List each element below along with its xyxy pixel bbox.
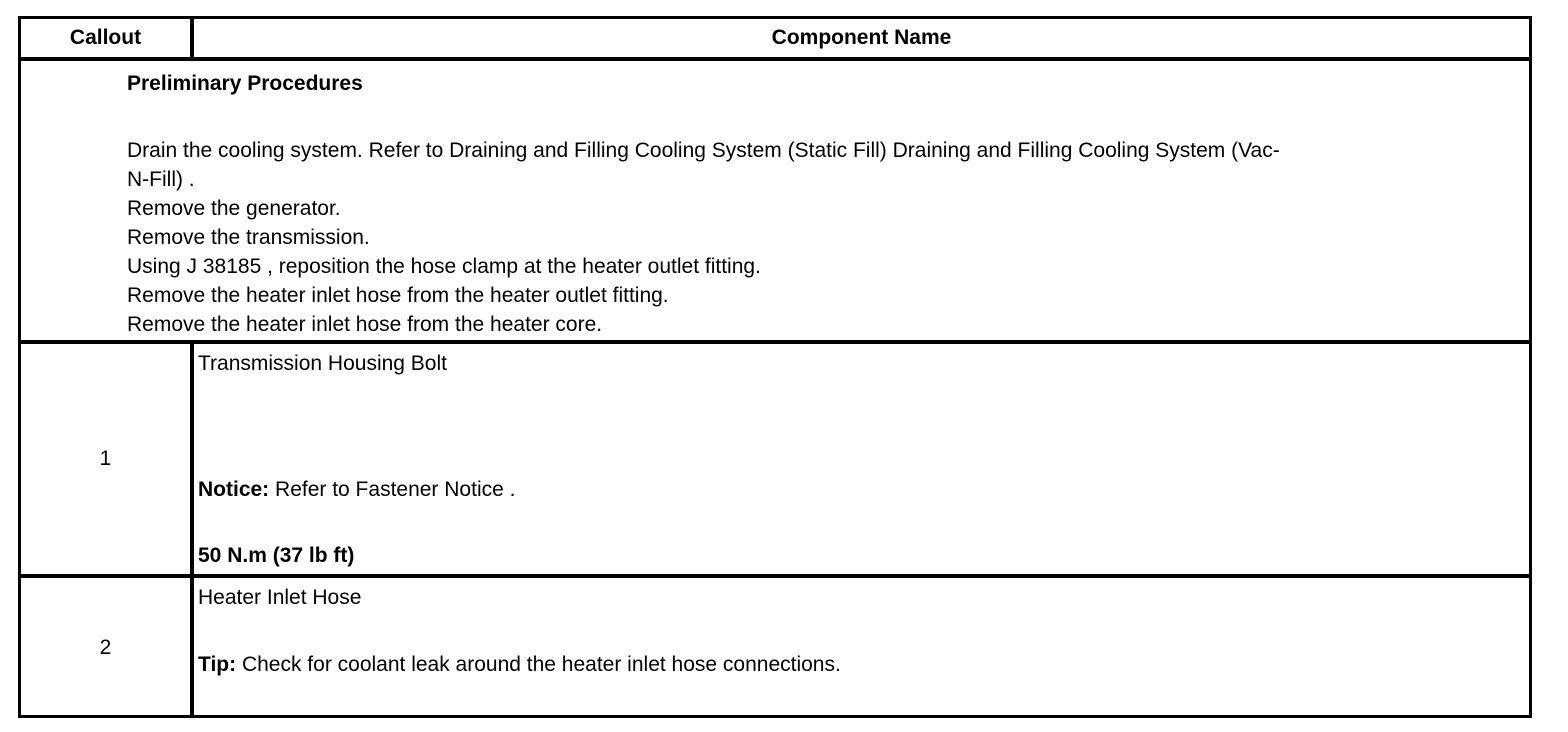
table-row bbox=[21, 344, 1529, 578]
torque-spec: 50 N.m (37 lb ft) bbox=[198, 544, 355, 567]
tip-body: Check for coolant leak around the heater inlet hose connections. bbox=[236, 653, 841, 676]
callout-column-header: Callout bbox=[21, 19, 194, 57]
notice-label: Notice: bbox=[198, 478, 270, 501]
table-row bbox=[21, 578, 1529, 718]
preliminary-procedures-row bbox=[21, 61, 1529, 344]
notice-body: Refer to Fastener Notice . bbox=[269, 478, 516, 501]
preliminary-procedures-body bbox=[127, 69, 1509, 339]
procedure-table bbox=[18, 16, 1532, 718]
preliminary-procedures-title: Preliminary Procedures bbox=[127, 72, 363, 95]
tip-text bbox=[198, 650, 841, 679]
preliminary-step: Remove the heater inlet hose from the heater core. bbox=[127, 313, 603, 336]
preliminary-step: Drain the cooling system. Refer to Draining and Filling Cooling System (Static Fill) Draining and Filling Cooling System (Vac- bbox=[127, 139, 1280, 162]
component-name-column-header: Component Name bbox=[771, 26, 952, 49]
callout-number: 2 bbox=[21, 578, 194, 718]
notice-text bbox=[198, 475, 515, 504]
callout-number: 1 bbox=[21, 344, 194, 574]
preliminary-step: Remove the generator. bbox=[127, 197, 341, 220]
preliminary-step: N-Fill) . bbox=[127, 168, 195, 191]
component-name: Heater Inlet Hose bbox=[198, 586, 362, 609]
component-name: Transmission Housing Bolt bbox=[198, 352, 447, 375]
preliminary-step: Remove the heater inlet hose from the heater outlet fitting. bbox=[127, 284, 669, 307]
preliminary-step: Using J 38185 , reposition the hose clamp at the heater outlet fitting. bbox=[127, 255, 761, 278]
tip-label: Tip: bbox=[198, 653, 237, 676]
table-header-row bbox=[21, 19, 1529, 61]
preliminary-step: Remove the transmission. bbox=[127, 226, 370, 249]
